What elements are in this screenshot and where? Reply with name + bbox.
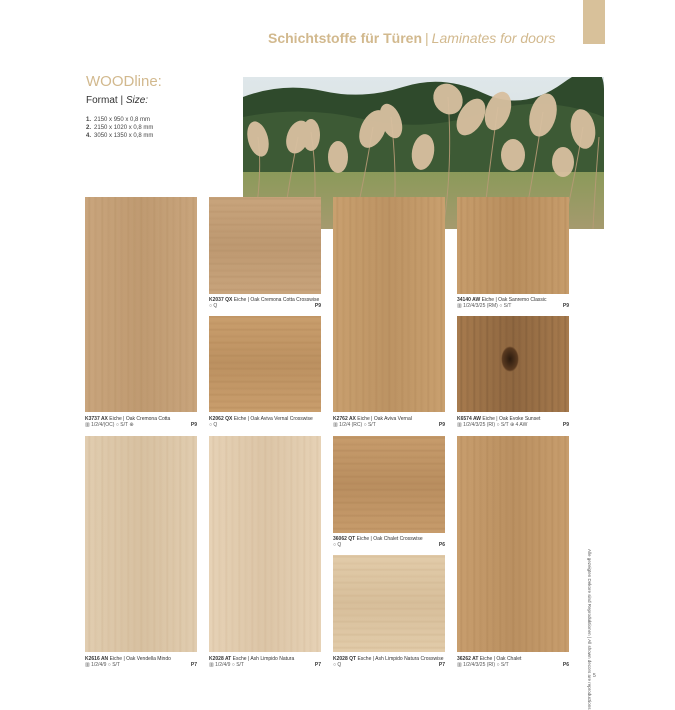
swatch-caption: 36062 QT Eiche | Oak Chalet Crosswise ○ Q P6 <box>333 536 445 548</box>
swatch-k2028-at <box>209 436 321 652</box>
size-item: 4. 3050 x 1350 x 0,8 mm <box>86 133 154 139</box>
format-label-en: Size: <box>125 95 149 106</box>
swatch-34140-aw <box>457 197 569 294</box>
product-line-title: WOODline: <box>86 73 162 90</box>
size-item: 1. 2150 x 950 x 0,8 mm <box>86 117 151 123</box>
swatch-caption: K3737 AX Eiche | Oak Cremona Cotta ▥ 1/2/4/(OC) ○ S/T ⊕ P9 <box>85 416 197 428</box>
page-title <box>268 30 573 48</box>
swatch-caption: K2028 AT Esche | Ash Limpido Natura ▥ 1/2/4/9 ○ S/T P7 <box>209 656 321 668</box>
swatch-caption: K2762 AX Eiche | Oak Aviva Vernal ▥ 1/2/4 (RC) ○ S/T P9 <box>333 416 445 428</box>
reproduction-note: Alle gezeigten Dekore sind Reproduktionen | All shown decors are reproductions <box>587 549 592 710</box>
swatch-k2616-an <box>85 436 197 652</box>
swatch-caption: K2037 QX Eiche | Oak Cremona Cotta Crosswise ○ Q P9 <box>209 297 321 309</box>
swatch-k2762-ax <box>333 197 445 412</box>
swatch-36062-qt <box>333 436 445 533</box>
title-english: Laminates for doors <box>431 30 556 46</box>
swatch-caption: K2028 QT Esche | Ash Limpido Natura Crosswise ○ Q P7 <box>333 656 445 668</box>
swatch-caption: K2062 QX Eiche | Oak Aviva Vernal Crosswise ○ Q <box>209 416 313 428</box>
swatch-k2037-qx <box>209 197 321 294</box>
swatch-caption: 34140 AW Eiche | Oak Sanremo Classic ▥ 1/2/4/3/25 (RM) ○ S/T P9 <box>457 297 569 309</box>
size-item: 2. 2150 x 1020 x 0,8 mm <box>86 125 154 131</box>
format-label <box>86 95 148 106</box>
swatch-caption: 36262 AT Eiche | Oak Chalet ▥ 1/2/4/3/25 (RI) ○ S/T P6 <box>457 656 569 668</box>
swatch-k2028-qt <box>333 555 445 652</box>
title-german: Schichtstoffe für Türen <box>268 30 423 46</box>
swatch-k2062-qx <box>209 316 321 412</box>
section-tab <box>583 0 605 44</box>
swatch-k6574-aw <box>457 316 569 412</box>
swatch-caption: K2616 AN Eiche | Oak Vendella Mindo ▥ 1/2/4/9 ○ S/T P7 <box>85 656 197 668</box>
format-label-de: Format | <box>86 95 126 106</box>
swatch-36262-at <box>457 436 569 652</box>
swatch-k3737-ax <box>85 197 197 412</box>
size-list <box>86 116 153 140</box>
wood-knot <box>501 346 519 372</box>
swatch-caption: K6574 AW Eiche | Oak Evoke Sunset ▥ 1/2/4/3/25 (RI) ○ S/T ⊕ 4 AW P9 <box>457 416 569 428</box>
title-separator: | <box>425 30 429 46</box>
page-number: 5 <box>593 673 596 679</box>
